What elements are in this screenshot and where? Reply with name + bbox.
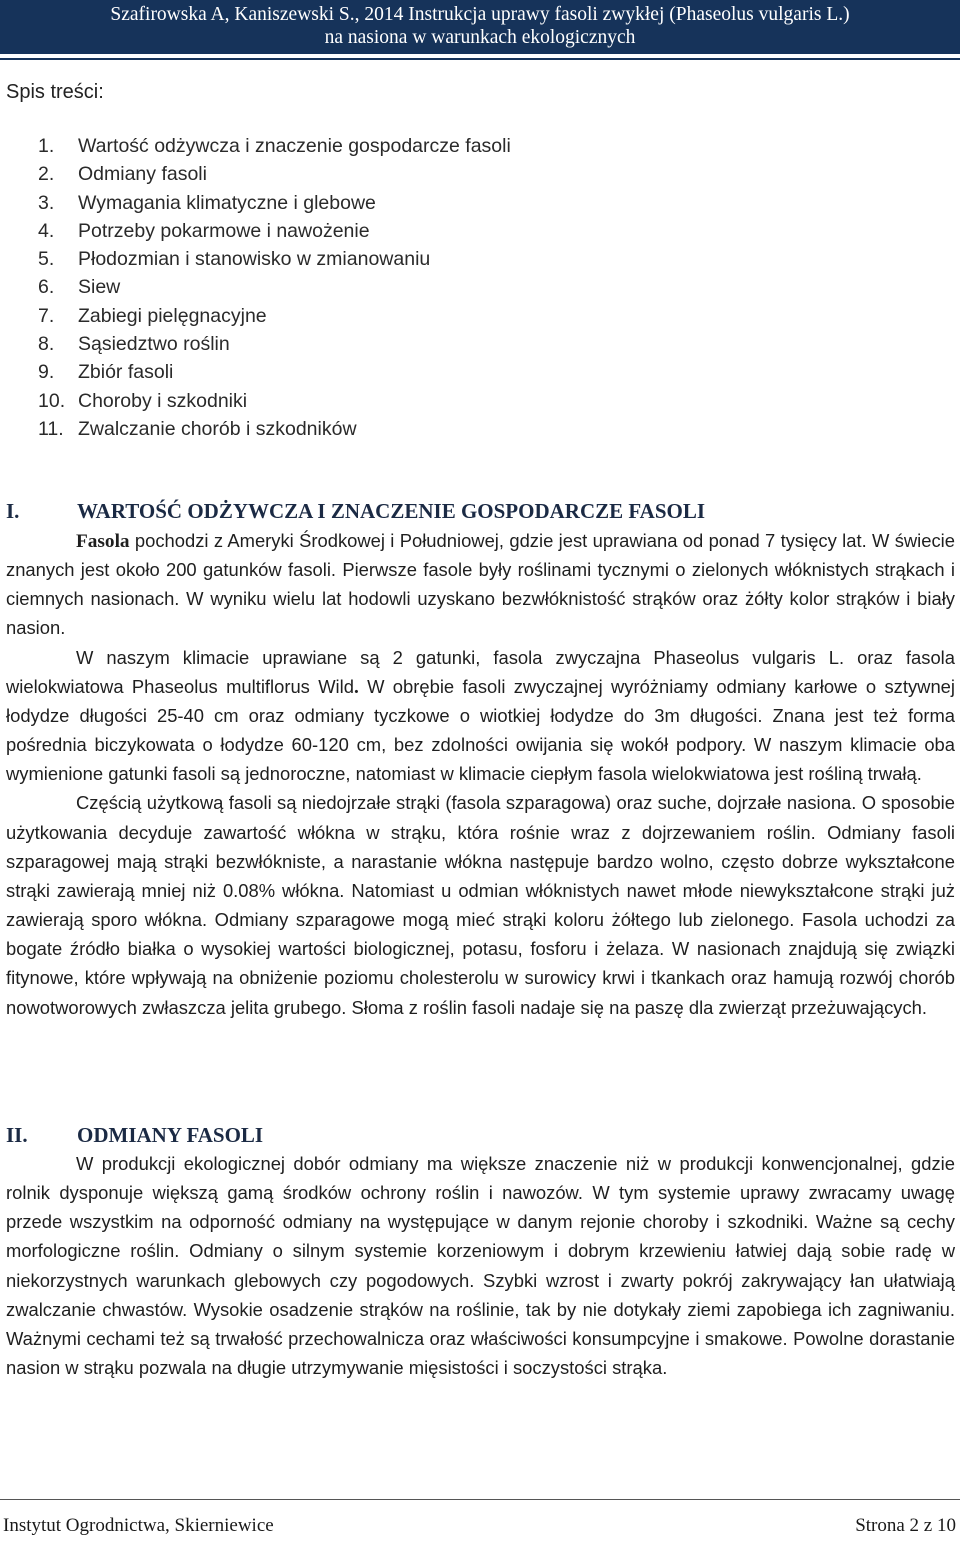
toc-item — [38, 302, 511, 330]
section-1-paragraph-2-text-b: W obrębie fasoli zwyczajnej wyróżniamy odmiany karłowe o sztywnej łodydze długości 25-40 cm oraz odmiany tyczkowe o wiotkiej łodydze do 3m długości. Znana jest też forma pośrednia biczykowata o łodydze 60-120 cm, bez zdolności owijania się wokół podpory. W naszym klimacie oba wymienione gatunki fasoli są jednoroczne, natomiast w klimacie ciepłym fasola wielokwiatowa jest rośliną trwałą. — [6, 675, 955, 785]
toc-item-number: 5. — [38, 248, 55, 271]
toc-item-label: Siew — [78, 276, 121, 299]
toc-item-label: Płodozmian i stanowisko w zmianowaniu — [78, 248, 431, 271]
toc-item-number: 8. — [38, 333, 55, 356]
section-1-number: I. — [6, 499, 20, 523]
toc-item — [38, 330, 511, 358]
toc-item-label: Zabiegi pielęgnacyjne — [78, 304, 267, 327]
toc-item — [38, 160, 511, 188]
header-divider — [0, 58, 960, 60]
footer-divider — [0, 1499, 960, 1500]
toc-item-number: 10. — [38, 389, 66, 412]
toc-item — [38, 387, 511, 415]
toc-item-number: 11. — [38, 417, 64, 440]
toc-item-number: 9. — [38, 361, 55, 384]
toc-item-number: 7. — [38, 304, 55, 327]
section-2-paragraph-1 — [6, 1150, 955, 1383]
footer-page-number: Strona 2 z 10 — [855, 1515, 956, 1536]
section-1-paragraph-3 — [6, 789, 955, 1022]
toc-item — [38, 217, 511, 245]
header-title-line1: Szafirowska A, Kaniszewski S., 2014 Instrukcja uprawy fasoli zwykłej (Phaseolus vulgaris L.) — [110, 4, 850, 25]
page-header — [0, 0, 960, 54]
section-1-paragraph-2 — [6, 644, 955, 790]
toc-item-number: 6. — [38, 276, 55, 299]
toc-item-label: Zwalczanie chorób i szkodników — [78, 417, 357, 440]
toc-item-number: 4. — [38, 219, 55, 242]
toc-item-label: Zbiór fasoli — [78, 361, 174, 384]
section-1-paragraph-2-text-a: W naszym klimacie uprawiane są 2 gatunki, fasola zwyczajna Phaseolus vulgaris L. oraz fasola wielokwiatowa Phaseolus multiflorus Wild — [6, 646, 955, 697]
toc-item — [38, 132, 511, 160]
toc-item-label: Choroby i szkodniki — [78, 389, 248, 412]
toc-item — [38, 415, 511, 443]
section-1-paragraph-3-text: Częścią użytkową fasoli są niedojrzałe strąki (fasola szparagowa) oraz suche, dojrzałe nasiona. O sposobie użytkowania decyduje zawartość włókna w strąku, która rośnie wraz z dojrzewaniem roślin. Odmiany fasoli szparagowej mają strąki bezwłókniste, a narastanie włókna następuje bardzo wolno, często dobrze wykształcone strąki zawierają mniej niż 0.08% włókna. Natomiast u odmian włóknistych nawet młode niewykształcone strąki już zawierają sporo włókna. Odmiany szparagowe mogą mieć strąki koloru żółtego lub zielonego. Fasola uchodzi za bogate źródło białka o wysokiej wartości biologicznej, potasu, fosforu i żelaza. W nasionach znajdują się związki fitynowe, które wpływają na obniżenie poziomu cholesterolu w surowicy krwi i tkankach oraz hamują rozwój chorób nowotworowych zwłaszcza jelita grubego. Słoma z roślin fasoli nadaje się na paszę dla zwierząt przeżuwających. — [6, 792, 955, 1018]
section-1-lead-term: Fasola — [76, 531, 130, 552]
toc-item-label: Sąsiedztwo roślin — [78, 333, 230, 356]
section-2-title: ODMIANY FASOLI — [77, 1123, 264, 1147]
toc-item-label: Wartość odżywcza i znaczenie gospodarcze fasoli — [78, 135, 511, 157]
toc-item — [38, 189, 511, 217]
section-1-paragraph-2-bold-dot: . — [353, 676, 359, 698]
toc-item-number: 3. — [38, 191, 55, 214]
toc-item-label: Odmiany fasoli — [78, 163, 207, 186]
footer-institution: Instytut Ogrodnictwa, Skierniewice — [3, 1515, 274, 1536]
section-1-body — [6, 527, 955, 1023]
toc-item — [38, 358, 511, 386]
toc-item — [38, 273, 511, 301]
section-2-paragraph-1-text: W produkcji ekologicznej dobór odmiany ma większe znaczenie niż w produkcji konwencjonalnej, gdzie rolnik dysponuje większą gamą środków ochrony roślin i nawozów. W tym systemie uprawy zwracamy uwagę przede wszystkim na odporność odmiany na występujące w danym rejonie choroby i szkodniki. Ważne są cechy morfologiczne roślin. Odmiany o silnym systemie korzeniowym i dobrym krzewieniu łatwiej dają sobie radę w niekorzystnych warunkach glebowych czy pogodowych. Szybki wzrost i zwarty pokrój zakrywający łan ułatwiają zwalczanie chwastów. Wysokie osadzenie strąków na roślinie, tak by nie dotykały ziemi zapobiega ich zagniwaniu. Ważnymi cechami też są trwałość przechowalnicza oraz właściwości konsumpcyjne i smakowe. Powolne dorastanie nasion w strąku pozwala na długie utrzymywanie mięsistości i soczystości strąka. — [6, 1153, 955, 1379]
section-1-title: WARTOŚĆ ODŻYWCZA I ZNACZENIE GOSPODARCZE FASOLI — [77, 499, 706, 523]
header-title-line2: na nasiona w warunkach ekologicznych — [324, 27, 636, 48]
section-1-paragraph-1 — [6, 527, 955, 644]
section-2-body — [6, 1150, 955, 1383]
toc-item-number: 2. — [38, 163, 55, 186]
toc-item-label: Potrzeby pokarmowe i nawożenie — [78, 219, 370, 242]
toc-item — [38, 245, 511, 273]
section-1-paragraph-1-text: pochodzi z Ameryki Środkowej i Południowej, gdzie jest uprawiana od ponad 7 tysięcy lat. W świecie znanych jest około 200 gatunków fasoli. Pierwsze fasole były roślinami tycznymi o zielonych włóknistych strąkach i ciemnych nasionach. W wyniku wielu lat hodowli uzyskano bezwłóknistość strąków oraz żółty kolor strąków i biały nasion. — [6, 530, 955, 639]
toc-item-number: 1. — [38, 135, 55, 157]
toc-title: Spis treści: — [6, 81, 104, 103]
section-2-number: II. — [6, 1123, 28, 1147]
toc-item-label: Wymagania klimatyczne i glebowe — [78, 191, 376, 214]
table-of-contents — [38, 132, 511, 443]
